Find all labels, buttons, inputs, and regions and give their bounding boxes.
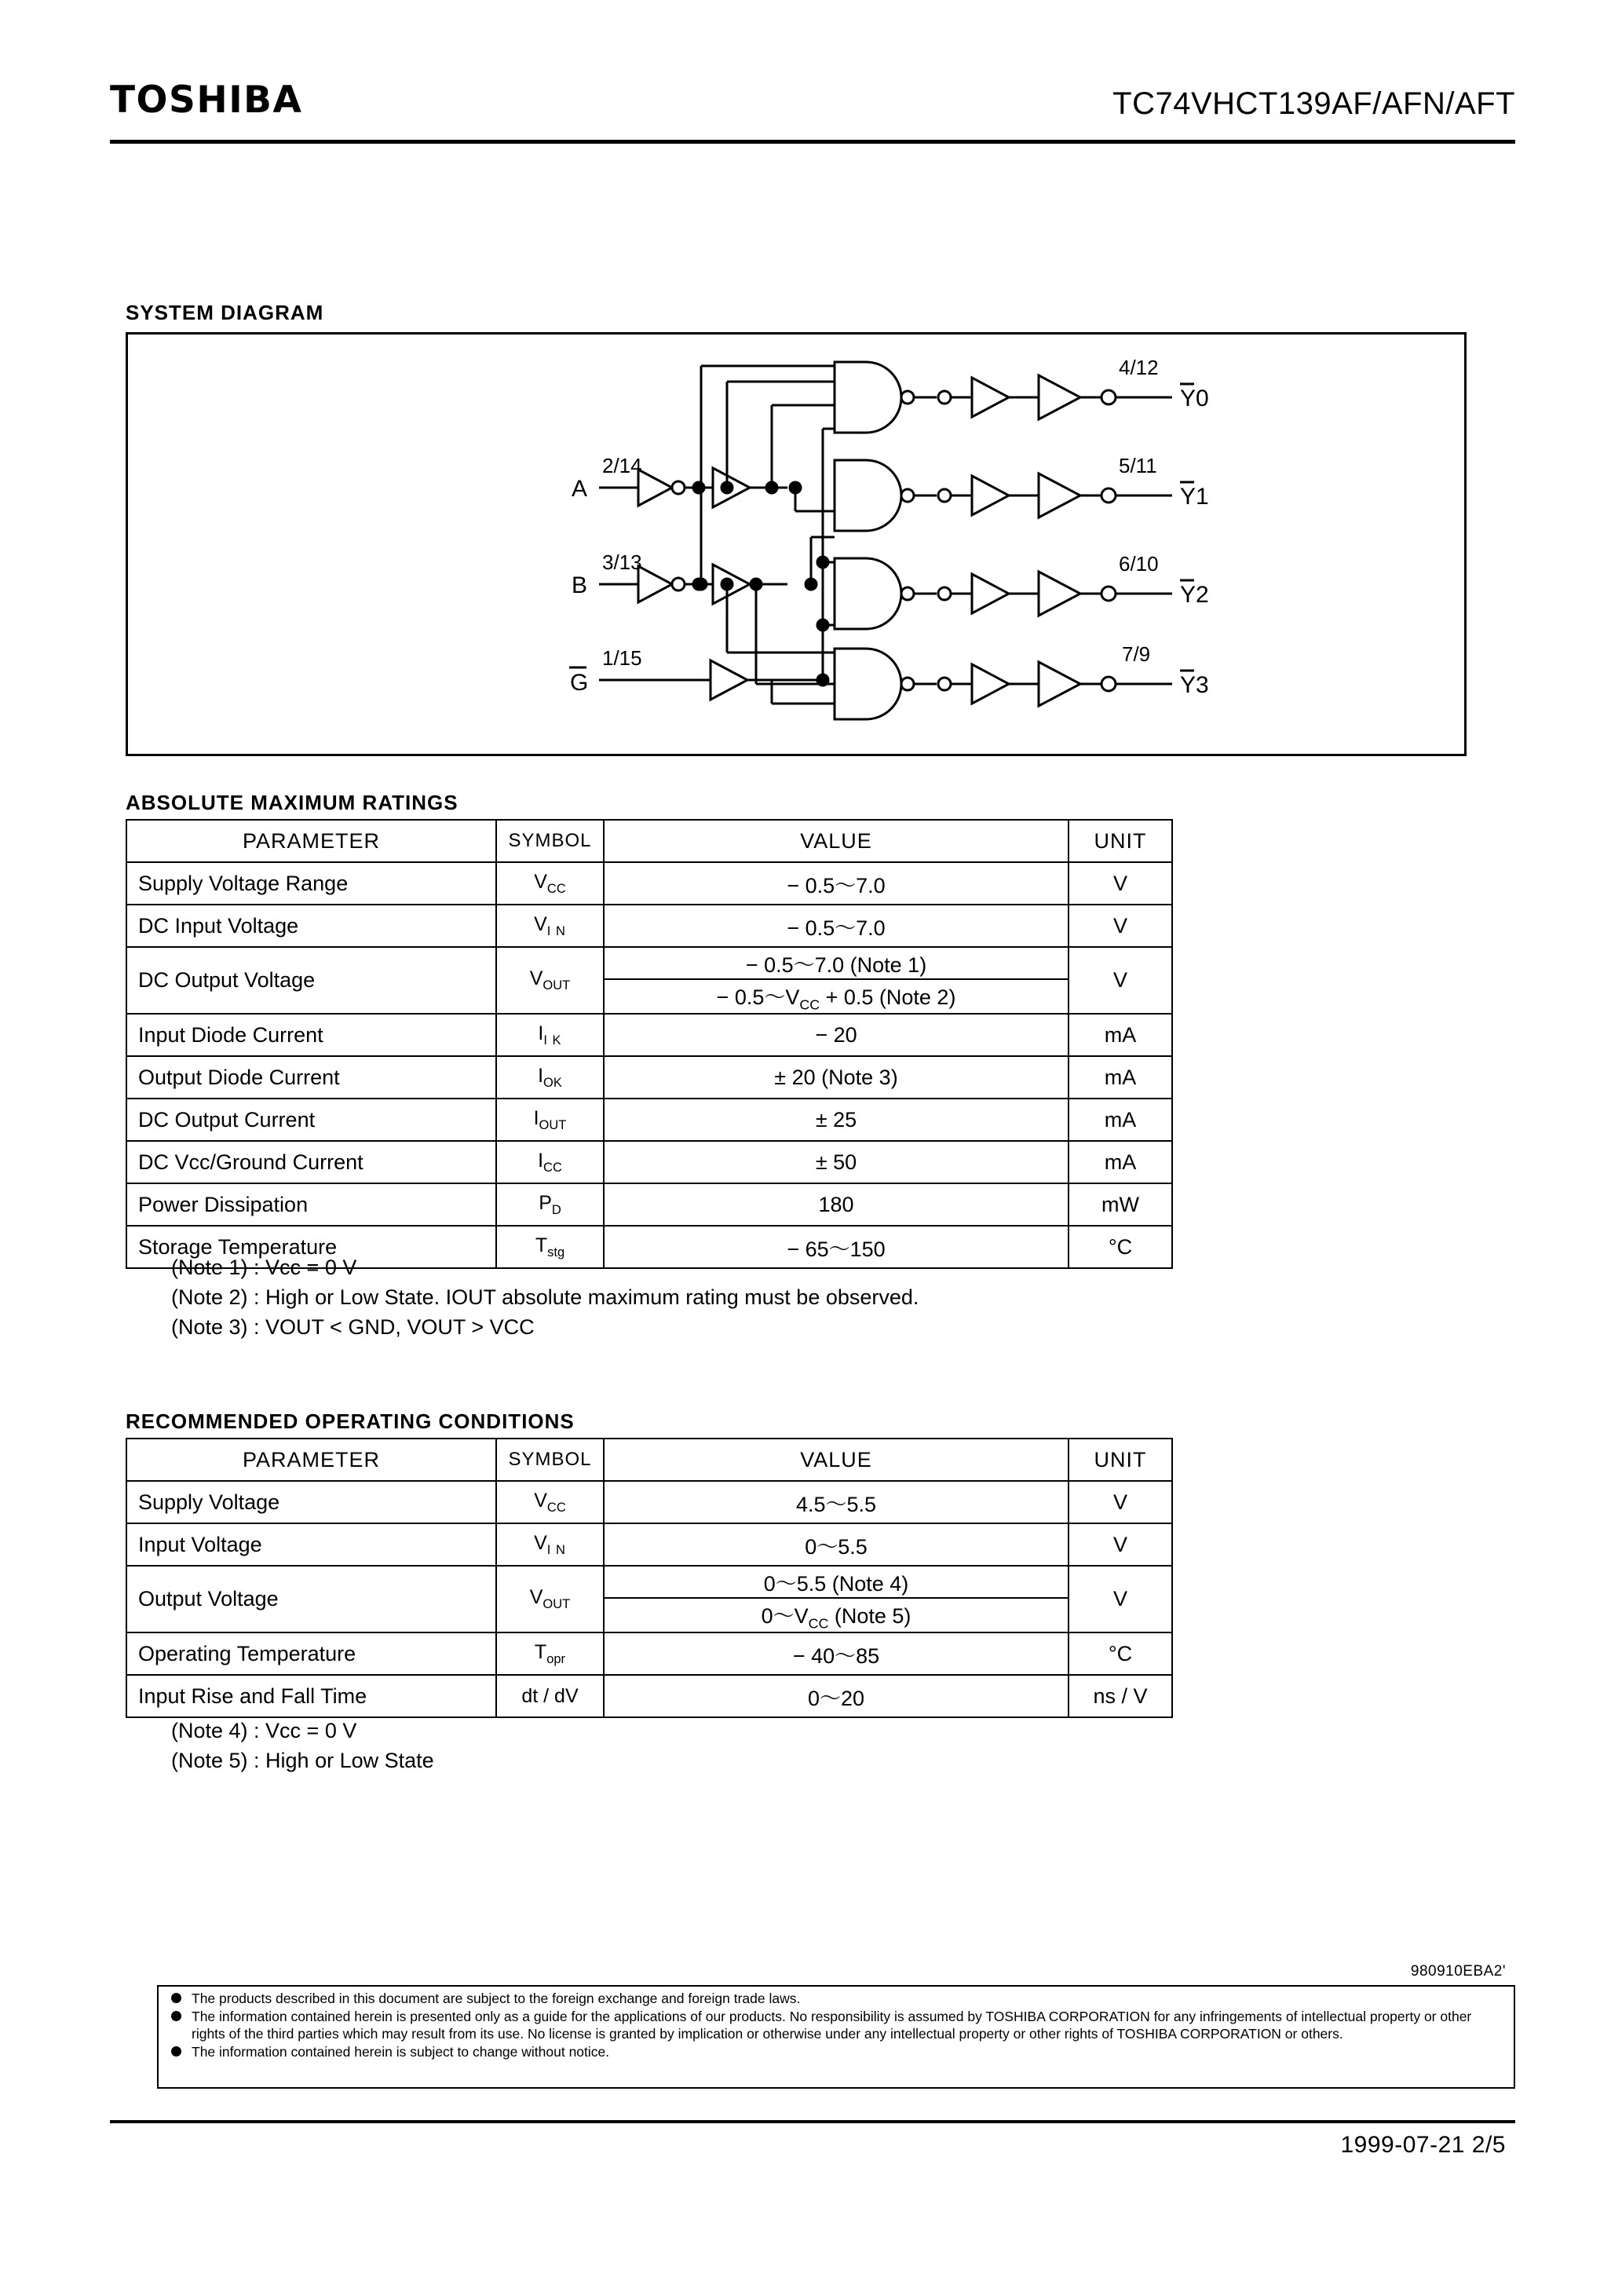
- table-row: [126, 1014, 1172, 1056]
- cell-value: ± 25: [604, 1099, 1069, 1141]
- cell-value: − 40～85: [604, 1632, 1069, 1675]
- abs-max-notes: [171, 1252, 919, 1342]
- cell-unit: mA: [1069, 1014, 1172, 1056]
- page-header: [110, 79, 1515, 122]
- cell-symbol: $V_{OUT}$: [496, 1566, 604, 1632]
- header-divider: [110, 140, 1515, 144]
- cell-value-1: 0～5.5 (Note 4): [604, 1566, 1069, 1598]
- cell-value: − 65～150: [604, 1226, 1069, 1268]
- table-row: [126, 1183, 1172, 1226]
- diagram-output-label-y1: Y1: [1180, 484, 1209, 510]
- col-unit: UNIT: [1069, 820, 1172, 862]
- table-header-row: [126, 1439, 1172, 1481]
- col-parameter: PARAMETER: [126, 1439, 496, 1481]
- diagram-pin-a: 2/14: [602, 454, 642, 477]
- rec-op-notes: [171, 1716, 434, 1775]
- cell-value: 0～20: [604, 1675, 1069, 1717]
- diagram-pin-y1: 5/11: [1119, 454, 1157, 477]
- absolute-maximum-ratings-table: [126, 819, 1173, 1269]
- legal-notice-item: The information contained herein is subject to change without notice.: [166, 2043, 1501, 2060]
- cell-parameter: DC Input Voltage: [126, 905, 496, 947]
- cell-unit: V: [1069, 862, 1172, 905]
- cell-symbol: $V_{CC}$: [496, 1481, 604, 1523]
- cell-parameter: DC Vcc/Ground Current: [126, 1141, 496, 1183]
- cell-symbol: $T_{opr}$: [496, 1632, 604, 1675]
- abs-max-ratings-title: ABSOLUTE MAXIMUM RATINGS: [126, 791, 458, 814]
- table-row: [126, 1566, 1172, 1598]
- logic-diagram-svg: [128, 335, 1464, 754]
- diagram-output-label-y2: Y2: [1180, 582, 1209, 608]
- cell-value: ± 50: [604, 1141, 1069, 1183]
- rec-op-conditions-title: RECOMMENDED OPERATING CONDITIONS: [126, 1409, 575, 1433]
- cell-value: ± 20 (Note 3): [604, 1056, 1069, 1099]
- diagram-output-label-y3: Y3: [1180, 672, 1209, 698]
- diagram-pin-y0: 4/12: [1119, 356, 1159, 379]
- cell-value-2: $0\sim V_{CC}$ (Note 5): [604, 1598, 1069, 1632]
- table-header-row: [126, 820, 1172, 862]
- table-row: [126, 1099, 1172, 1141]
- cell-symbol: $V_{I N}$: [496, 1523, 604, 1566]
- diagram-pin-y2: 6/10: [1119, 552, 1159, 576]
- table-row: [126, 1141, 1172, 1183]
- system-diagram-title: SYSTEM DIAGRAM: [126, 301, 324, 324]
- cell-unit: V: [1069, 1523, 1172, 1566]
- diagram-pin-g: 1/15: [602, 646, 642, 670]
- bullet-icon: [171, 2011, 181, 2021]
- cell-symbol: $I_{I K}$: [496, 1014, 604, 1056]
- recommended-operating-conditions-table: [126, 1438, 1173, 1718]
- note-item: (Note 4) : Vcc = 0 V: [171, 1719, 357, 1742]
- cell-unit: V: [1069, 1566, 1172, 1632]
- table-row: [126, 862, 1172, 905]
- cell-unit: °C: [1069, 1226, 1172, 1268]
- diagram-input-label-b: B: [572, 572, 588, 598]
- document-code: 980910EBA2': [1410, 1963, 1506, 1980]
- table-row: [126, 947, 1172, 979]
- cell-symbol: $V_{I N}$: [496, 905, 604, 947]
- col-value: VALUE: [604, 820, 1069, 862]
- diagram-output-label-y0: Y0: [1180, 386, 1209, 411]
- system-diagram: [126, 332, 1467, 756]
- cell-unit: V: [1069, 947, 1172, 1014]
- table-row: [126, 905, 1172, 947]
- legal-notice-item: The information contained herein is presented only as a guide for the applications of our products. No responsibility is assumed by TOSHIBA CORPORATION for any infringements of intellectual property or other rights of the third parties which may result from its use. No license is granted by implication or otherwise under any intellectual property or other rights of TOSHIBA CORPORATION or others.: [166, 2008, 1501, 2042]
- note-item: (Note 1) : Vcc = 0 V: [171, 1256, 357, 1279]
- footer-date-page: 1999-07-21 2/5: [1340, 2132, 1506, 2158]
- cell-parameter: DC Output Current: [126, 1099, 496, 1141]
- part-number: TC74VHCT139AF/AFN/AFT: [1112, 86, 1515, 121]
- cell-value: 0～5.5: [604, 1523, 1069, 1566]
- cell-parameter: Input Voltage: [126, 1523, 496, 1566]
- cell-unit: V: [1069, 1481, 1172, 1523]
- cell-unit: °C: [1069, 1632, 1172, 1675]
- cell-value: − 0.5～7.0: [604, 862, 1069, 905]
- cell-parameter: Input Rise and Fall Time: [126, 1675, 496, 1717]
- col-value: VALUE: [604, 1439, 1069, 1481]
- table-row: [126, 1523, 1172, 1566]
- col-parameter: PARAMETER: [126, 820, 496, 862]
- note-item: (Note 5) : High or Low State: [171, 1749, 434, 1772]
- cell-symbol: $I_{OK}$: [496, 1056, 604, 1099]
- cell-parameter: Power Dissipation: [126, 1183, 496, 1226]
- cell-parameter: DC Output Voltage: [126, 947, 496, 1014]
- col-symbol: SYMBOL: [496, 820, 604, 862]
- cell-parameter: Supply Voltage Range: [126, 862, 496, 905]
- bullet-icon: [171, 1993, 181, 2003]
- col-unit: UNIT: [1069, 1439, 1172, 1481]
- col-symbol: SYMBOL: [496, 1439, 604, 1481]
- bullet-icon: [171, 2046, 181, 2057]
- note-item: (Note 2) : High or Low State. IOUT absolute maximum rating must be observed.: [171, 1285, 919, 1309]
- cell-value: 4.5～5.5: [604, 1481, 1069, 1523]
- cell-value: 180: [604, 1183, 1069, 1226]
- cell-value-1: − 0.5～7.0 (Note 1): [604, 947, 1069, 979]
- cell-parameter: Supply Voltage: [126, 1481, 496, 1523]
- cell-symbol: $P_D$: [496, 1183, 604, 1226]
- toshiba-logo: TOSHIBA: [110, 79, 303, 122]
- cell-parameter: Output Diode Current: [126, 1056, 496, 1099]
- cell-value-2: − $0.5\sim V_{CC} + 0.5$ (Note 2): [604, 979, 1069, 1014]
- diagram-input-label-a: A: [572, 476, 588, 502]
- cell-symbol: dt / dV: [496, 1675, 604, 1717]
- cell-unit: V: [1069, 905, 1172, 947]
- table-row: [126, 1481, 1172, 1523]
- legal-notice-item: The products described in this document are subject to the foreign exchange and foreign trade laws.: [166, 1990, 1501, 2007]
- cell-value: − 20: [604, 1014, 1069, 1056]
- cell-parameter: Operating Temperature: [126, 1632, 496, 1675]
- cell-value: − 0.5～7.0: [604, 905, 1069, 947]
- cell-unit: mW: [1069, 1183, 1172, 1226]
- table-row: [126, 1056, 1172, 1099]
- cell-unit: mA: [1069, 1141, 1172, 1183]
- cell-symbol: $V_{OUT}$: [496, 947, 604, 1014]
- cell-parameter: Input Diode Current: [126, 1014, 496, 1056]
- cell-symbol: $I_{CC}$: [496, 1141, 604, 1183]
- cell-symbol: $V_{CC}$: [496, 862, 604, 905]
- diagram-pin-b: 3/13: [602, 550, 642, 574]
- cell-parameter: Output Voltage: [126, 1566, 496, 1632]
- cell-parameter: Storage Temperature: [126, 1226, 496, 1268]
- diagram-pin-y3: 7/9: [1122, 642, 1151, 666]
- cell-unit: ns / V: [1069, 1675, 1172, 1717]
- table-row: [126, 1675, 1172, 1717]
- cell-symbol: $T_{stg}$: [496, 1226, 604, 1268]
- note-item: (Note 3) : VOUT < GND, VOUT > VCC: [171, 1315, 535, 1339]
- legal-notice-list: [166, 1990, 1501, 2061]
- cell-unit: mA: [1069, 1056, 1172, 1099]
- footer-divider: [110, 2120, 1515, 2123]
- cell-symbol: $I_{OUT}$: [496, 1099, 604, 1141]
- cell-unit: mA: [1069, 1099, 1172, 1141]
- table-row: [126, 1632, 1172, 1675]
- diagram-input-label-g: G: [570, 670, 589, 696]
